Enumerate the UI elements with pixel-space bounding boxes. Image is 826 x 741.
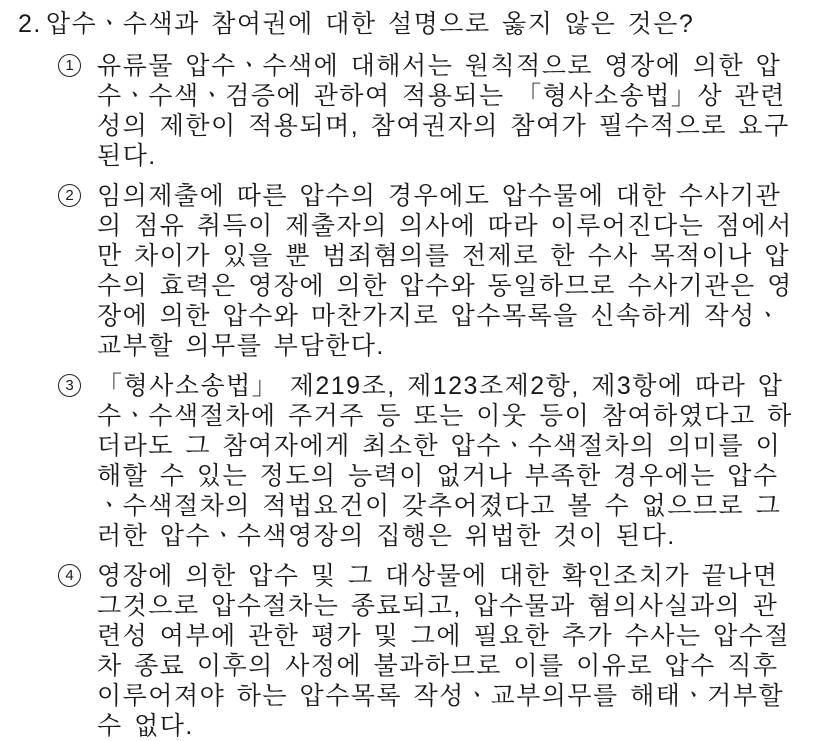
choice-2-circled-number-icon <box>58 184 81 207</box>
choice-4-text: 영장에 의한 압수 및 그 대상물에 대한 확인조치가 끝나면 그것으로 압수절차는 종료되고, 압수물과 혐의사실과의 관련성 여부에 관한 평가 및 그에 필요한 추가 수사는 압수절차 종료 이후의 사정에 불과하므로 이를 이유로 압수 직후 이루어져야 하는 압수목록 작성ㆍ교부의무를 해태ㆍ거부할 수 없다. <box>97 562 790 740</box>
choice-option-1 <box>58 51 800 171</box>
question-number: 2. <box>18 10 42 38</box>
choice-option-3 <box>58 371 800 551</box>
choice-3-text: 「형사소송법」 제219조, 제123조제2항, 제3항에 따라 압수ㆍ수색절차에 주거주 등 또는 이웃 등이 참여하였다고 하더라도 그 참여자에게 최소한 압수ㆍ수색절차의 의미를 이해할 수 있는 정도의 능력이 없거나 부족한 경우에는 압수ㆍ수색절차의 적법요건이 갖추어졌다고 볼 수 없으므로 그러한 압수ㆍ수색영장의 집행은 위법한 것이 된다. <box>97 372 793 550</box>
choice-2-text: 임의제출에 따른 압수의 경우에도 압수물에 대한 수사기관의 점유 취득이 제출자의 의사에 따라 이루어진다는 점에서만 차이가 있을 뿐 범죄혐의를 전제로 한 수사 목적이나 압수의 효력은 영장에 의한 압수와 동일하므로 수사기관은 영장에 의한 압수와 마찬가지로 압수목록을 신속하게 작성ㆍ교부할 의무를 부담한다. <box>97 182 793 360</box>
choice-4-number: 4 <box>65 567 74 584</box>
choice-4-circled-number-icon <box>58 564 81 587</box>
question-text: 압수ㆍ수색과 참여권에 대한 설명으로 옳지 않은 것은? <box>45 10 695 38</box>
choice-3-number: 3 <box>65 377 74 394</box>
choice-3-circled-number-icon <box>58 374 81 397</box>
question-title <box>18 9 800 39</box>
choice-1-number: 1 <box>65 57 74 74</box>
choice-option-4 <box>58 561 800 741</box>
choice-1-text: 유류물 압수ㆍ수색에 대해서는 원칙적으로 영장에 의한 압수ㆍ수색ㆍ검증에 관하여 적용되는 「형사소송법」상 관련성의 제한이 적용되며, 참여권자의 참여가 필수적으로 요구된다. <box>97 52 790 170</box>
choice-1-circled-number-icon <box>58 54 81 77</box>
choice-option-2 <box>58 181 800 361</box>
choice-2-number: 2 <box>65 187 74 204</box>
